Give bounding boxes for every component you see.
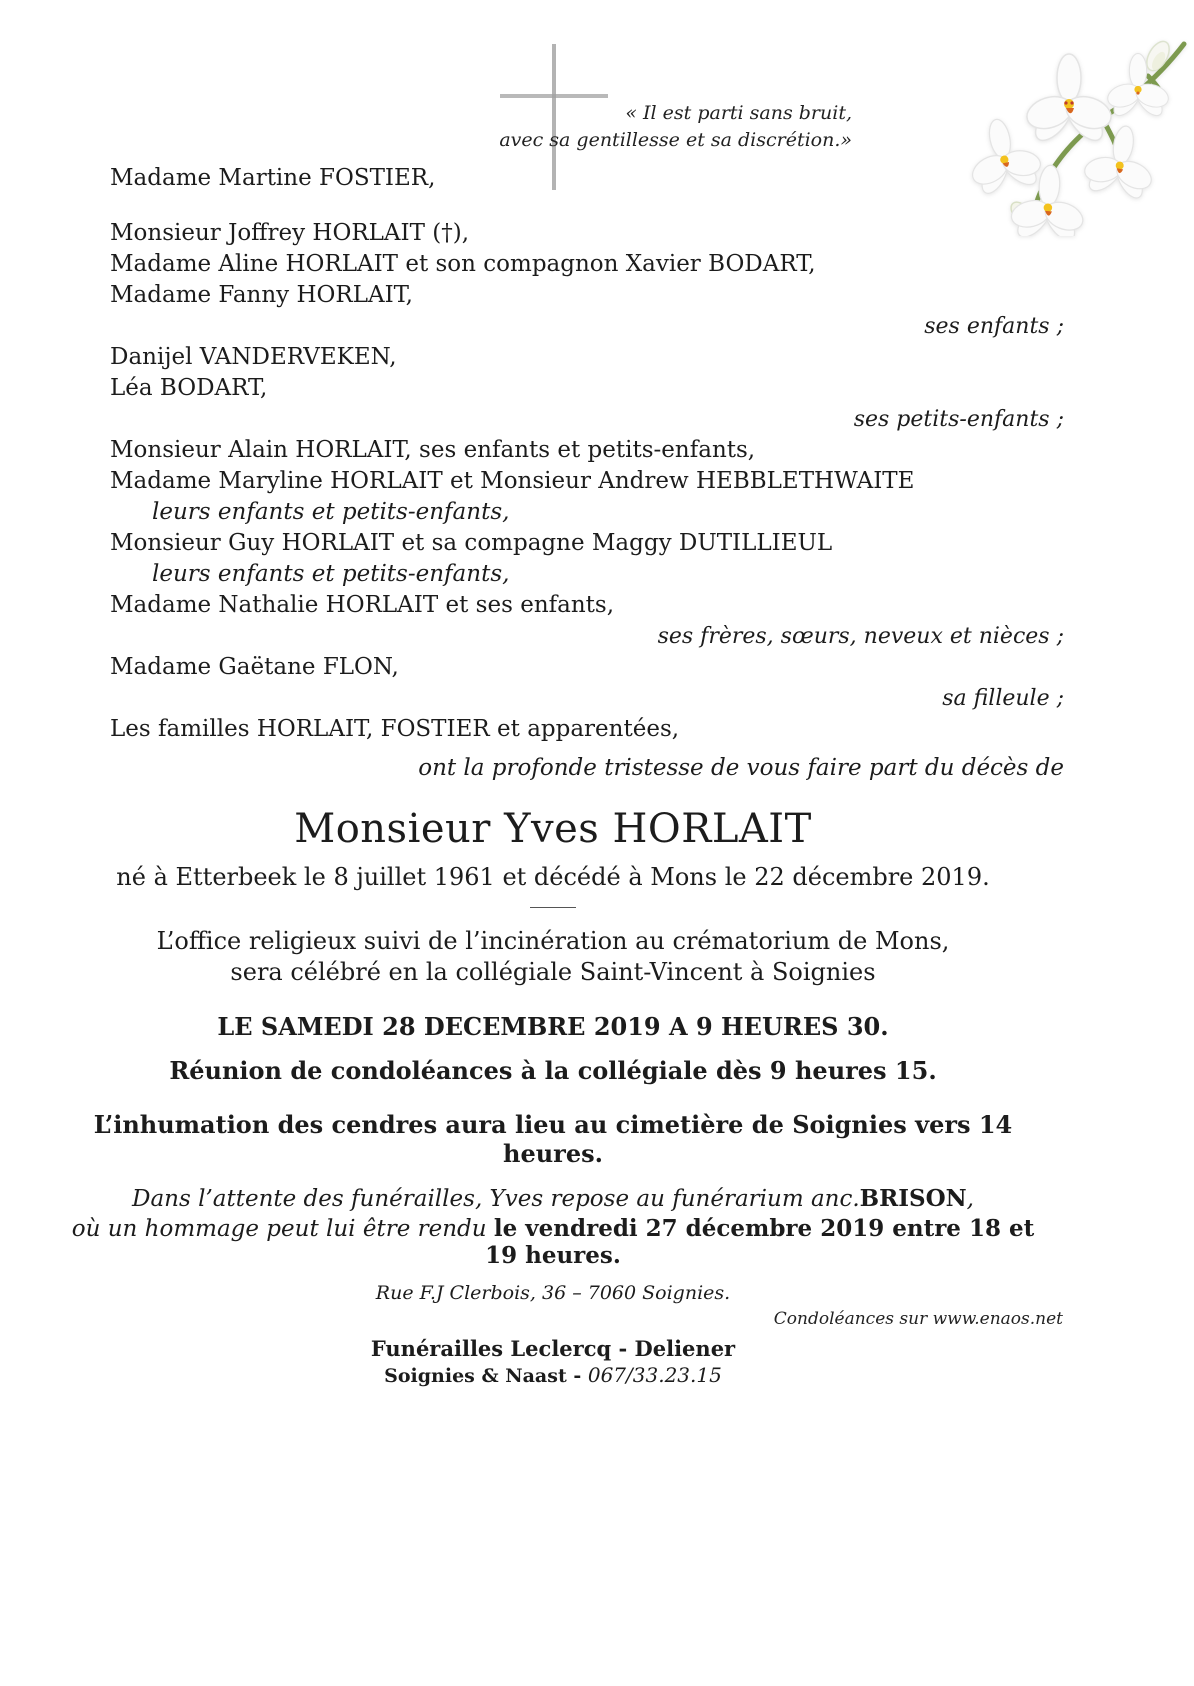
family-member-line: Danijel VANDERVEKEN,	[110, 344, 397, 370]
funeral-home-name: Funérailles Leclercq - Deliener	[370, 1336, 736, 1361]
announcement-phrase: ont la profonde tristesse de vous faire part du décès de	[418, 755, 1064, 781]
tribute-text: où un hommage peut lui être rendu	[71, 1216, 494, 1242]
family-member-subline: leurs enfants et petits-enfants,	[152, 499, 510, 525]
family-member-line: Madame Fanny HORLAIT,	[110, 282, 413, 308]
family-member-line: Madame Nathalie HORLAIT et ses enfants,	[110, 592, 615, 618]
funerarium-address: Rue F.J Clerbois, 36 – 7060 Soignies.	[375, 1282, 731, 1304]
ceremony-date: LE SAMEDI 28 DECEMBRE 2019 A 9 HEURES 30.	[217, 1012, 889, 1041]
family-member-line: Les familles HORLAIT, FOSTIER et apparentées,	[110, 716, 680, 742]
family-member-line: Monsieur Joffrey HORLAIT (†),	[110, 220, 470, 246]
burial-info: L’inhumation des cendres aura lieu au cimetière de Soignies vers 14 heures.	[93, 1110, 1013, 1168]
relation-label: ses enfants ;	[924, 314, 1064, 339]
tribute-date: le vendredi 27 décembre 2019 entre 18 et 19 heures.	[485, 1215, 1035, 1269]
relation-label: ses frères, sœurs, neveux et nièces ;	[657, 624, 1064, 649]
deceased-life-dates: né à Etterbeek le 8 juillet 1961 et décédé à Mons le 22 décembre 2019.	[116, 863, 990, 891]
condolence-meeting: Réunion de condoléances à la collégiale dès 9 heures 15.	[169, 1056, 937, 1085]
ceremony-description	[62, 926, 1044, 988]
relation-label: sa filleule ;	[942, 686, 1064, 711]
funerarium-name: BRISON	[859, 1185, 967, 1212]
family-member-line: Madame Maryline HORLAIT et Monsieur Andrew HEBBLETHWAITE	[110, 468, 915, 494]
repose-text-end: ,	[966, 1186, 974, 1212]
family-member-subline: leurs enfants et petits-enfants,	[152, 561, 510, 587]
family-member-line: Madame Aline HORLAIT et son compagnon Xavier BODART,	[110, 251, 816, 277]
repose-line	[62, 1185, 1044, 1212]
quote-line-1: « Il est parti sans bruit,	[625, 102, 852, 124]
family-list	[110, 163, 1064, 745]
funeral-home-location: Soignies & Naast -	[384, 1365, 588, 1387]
family-member-line: Madame Martine FOSTIER,	[110, 165, 436, 191]
online-condolences: Condoléances sur www.enaos.net	[773, 1309, 1063, 1329]
orchid-image	[952, 18, 1190, 236]
family-member-line: Monsieur Guy HORLAIT et sa compagne Maggy DUTILLIEUL	[110, 530, 833, 556]
family-member-line: Léa BODART,	[110, 375, 268, 401]
section-divider	[530, 907, 576, 908]
family-member-line: Madame Gaëtane FLON,	[110, 654, 399, 680]
quote-line-2: avec sa gentillesse et sa discrétion.»	[499, 129, 852, 151]
memorial-quote	[499, 100, 852, 154]
funeral-home-contact	[62, 1363, 1044, 1387]
repose-text: Dans l’attente des funérailles, Yves repose au funérarium anc.	[132, 1186, 860, 1212]
relation-label: ses petits-enfants ;	[853, 407, 1064, 432]
deceased-name: Monsieur Yves HORLAIT	[294, 806, 812, 852]
ceremony-line-2: sera célébré en la collégiale Saint-Vincent à Soignies	[230, 958, 876, 986]
family-member-line: Monsieur Alain HORLAIT, ses enfants et petits-enfants,	[110, 437, 756, 463]
tribute-line	[62, 1215, 1044, 1269]
funeral-home-phone: 067/33.23.15	[587, 1363, 722, 1387]
ceremony-line-1: L’office religieux suivi de l’incinération au crématorium de Mons,	[156, 927, 950, 955]
